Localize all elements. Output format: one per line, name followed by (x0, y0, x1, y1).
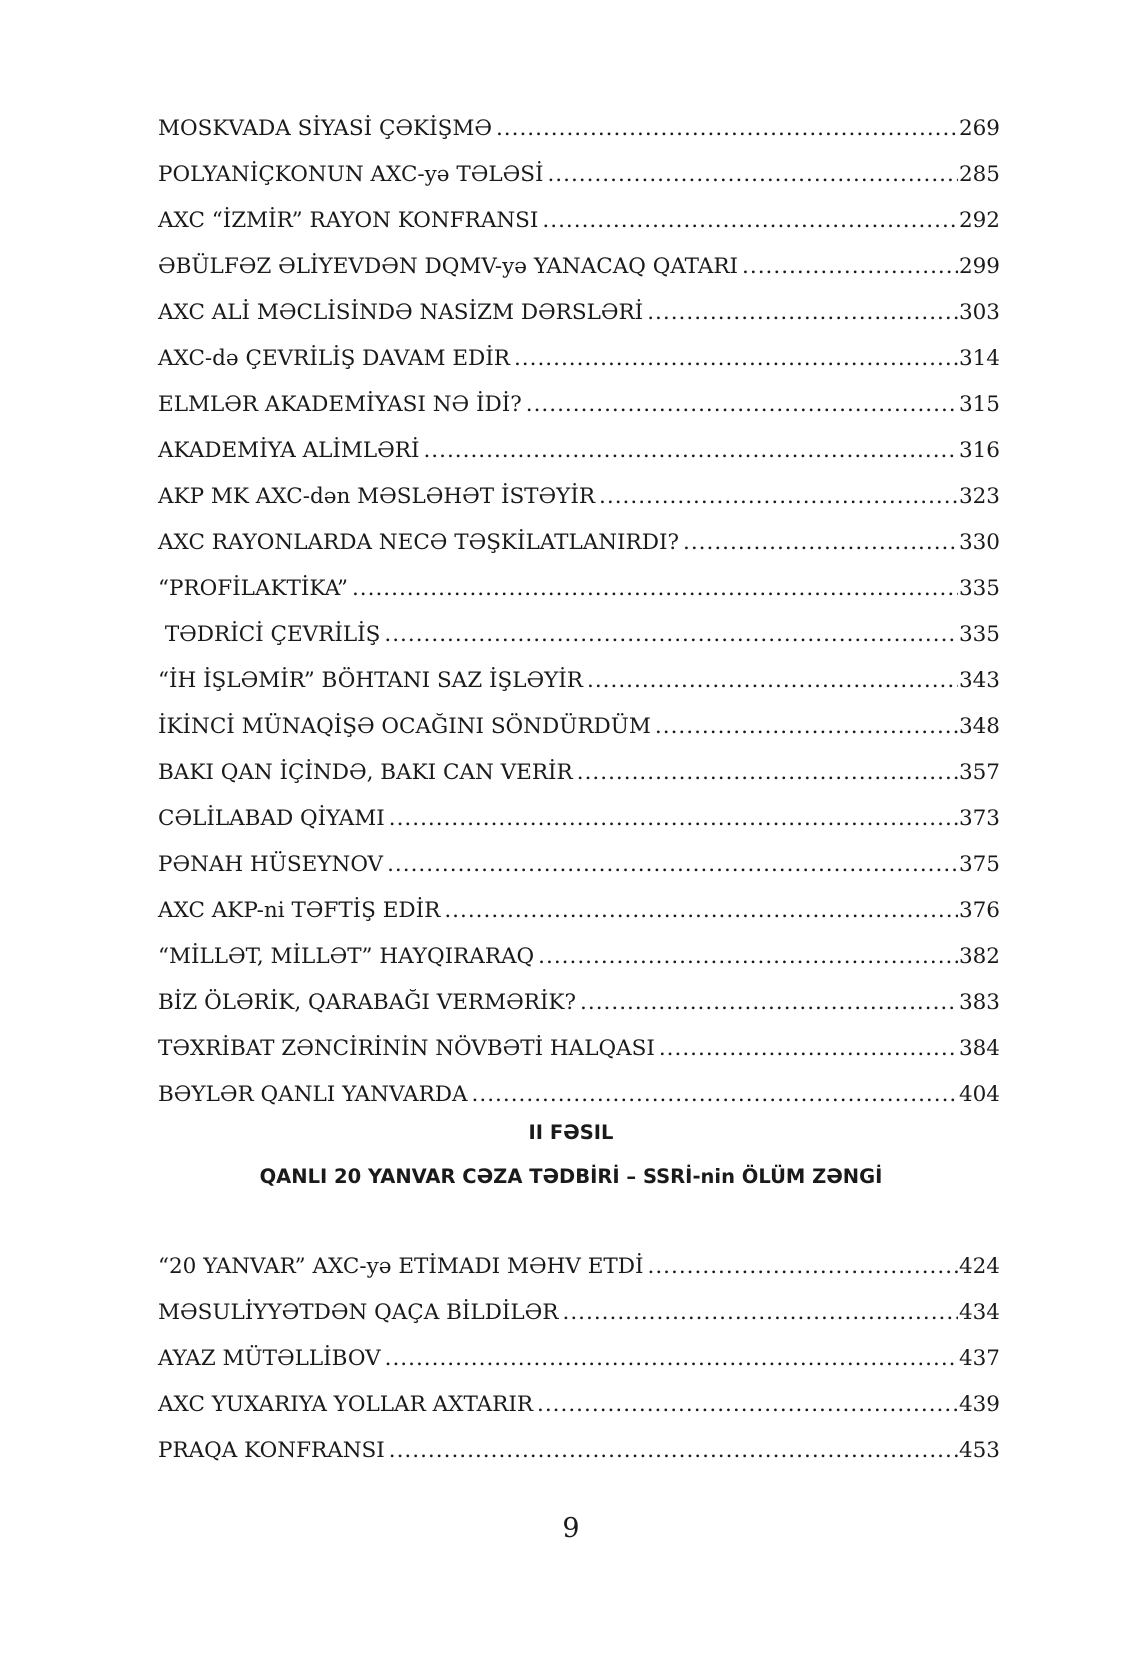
toc-entry-title: AXC RAYONLARDA NECƏ TƏŞKİLATLANIRDI? (158, 530, 679, 555)
dot-leader (496, 106, 958, 152)
toc-entry-page: 285 (958, 162, 1000, 187)
dot-leader (659, 1026, 958, 1072)
toc-entry-title: “MİLLƏT, MİLLƏT” HAYQIRARAQ (158, 944, 535, 969)
toc-entry (158, 1244, 1000, 1290)
toc-entry (158, 198, 1000, 244)
toc-entry-page: 303 (958, 300, 1000, 325)
toc-entry-title: BİZ ÖLƏRİK, QARABAĞI VERMƏRİK? (158, 990, 577, 1015)
toc-entry (158, 704, 1000, 750)
toc-entry-title: BAKI QAN İÇİNDƏ, BAKI CAN VERİR (158, 760, 573, 785)
toc-entry-page: 373 (958, 806, 1000, 831)
toc-entry-page: 335 (958, 622, 1000, 647)
toc-entry-title: AXC-də ÇEVRİLİŞ DAVAM EDİR (158, 346, 510, 371)
toc-entry-page: 383 (958, 990, 1000, 1015)
toc-entry (158, 888, 1000, 934)
toc-entry-title: AXC AKP-ni TƏFTİŞ EDİR (158, 898, 441, 923)
toc-entry-page: 376 (958, 898, 1000, 923)
dot-leader (562, 1290, 957, 1336)
toc-entry-page: 335 (958, 576, 1000, 601)
chapter-number: II FƏSIL (528, 1121, 614, 1144)
toc-entry (158, 1336, 1000, 1382)
dot-leader (389, 796, 958, 842)
toc-entry (158, 106, 1000, 152)
toc-entry-page: 434 (958, 1300, 1000, 1325)
dot-leader (389, 1428, 958, 1474)
toc-entry (158, 1382, 1000, 1428)
toc-entry-page: 348 (958, 714, 1000, 739)
toc-entry-page: 323 (958, 484, 1000, 509)
toc-entry-title: “20 YANVAR” AXC-yə ETİMADI MƏHV ETDİ (158, 1254, 644, 1279)
toc-entry (158, 934, 1000, 980)
toc-entry (158, 244, 1000, 290)
toc-entry-page: 299 (958, 254, 1000, 279)
toc-entry (158, 1026, 1000, 1072)
dot-leader (599, 474, 958, 520)
toc-entry-title: CƏLİLABAD QİYAMI (158, 806, 385, 831)
toc-entry (158, 428, 1000, 474)
toc-entry-page: 269 (958, 116, 1000, 141)
toc-entry-page: 330 (958, 530, 1000, 555)
toc-entry-title: AXC YUXARIYA YOLLAR AXTARIR (158, 1392, 534, 1417)
toc-entry-title: “İH İŞLƏMİR” BÖHTANI SAZ İŞLƏYİR (158, 668, 583, 693)
toc-entry-title: BƏYLƏR QANLI YANVARDA (158, 1082, 468, 1107)
dot-leader (683, 520, 958, 566)
dot-leader (352, 566, 958, 612)
toc-entry (158, 1290, 1000, 1336)
dot-leader (472, 1072, 958, 1118)
toc-entry-page: 343 (958, 668, 1000, 693)
toc-entry-page: 315 (958, 392, 1000, 417)
toc-entry-page: 404 (958, 1082, 1000, 1107)
toc-entry-page: 314 (958, 346, 1000, 371)
toc-entry (158, 796, 1000, 842)
dot-leader (514, 336, 958, 382)
page-number: 9 (562, 1513, 580, 1544)
toc-entry-title: PRAQA KONFRANSI (158, 1438, 385, 1463)
dot-leader (444, 888, 958, 934)
toc-entry-title: AXC “İZMİR” RAYON KONFRANSI (158, 208, 539, 233)
toc-entry-page: 357 (958, 760, 1000, 785)
dot-leader (647, 290, 958, 336)
toc-entry (158, 612, 1000, 658)
toc-entry-page: 375 (958, 852, 1000, 877)
toc-entry-title: AKP MK AXC-dən MƏSLƏHƏT İSTƏYİR (158, 484, 596, 509)
toc-entry (158, 980, 1000, 1026)
toc-entry (158, 566, 1000, 612)
toc-entry-title: AKADEMİYA ALİMLƏRİ (158, 438, 420, 463)
toc-entry-page: 384 (958, 1036, 1000, 1061)
toc-entry-title: “PROFİLAKTİKA” (158, 576, 348, 601)
toc-entry (158, 152, 1000, 198)
toc-entry (158, 474, 1000, 520)
toc-entry-page: 453 (958, 1438, 1000, 1463)
dot-leader (538, 934, 958, 980)
dot-leader (542, 198, 958, 244)
toc-entry-page: 382 (958, 944, 1000, 969)
toc-entry-title: ELMLƏR AKADEMİYASI NƏ İDİ? (158, 392, 522, 417)
toc-entry (158, 750, 1000, 796)
dot-leader (537, 1382, 958, 1428)
dot-leader (387, 842, 958, 888)
toc-entry-title: PƏNAH HÜSEYNOV (158, 852, 384, 877)
toc-entry-page: 424 (958, 1254, 1000, 1279)
toc-entry-page: 439 (958, 1392, 1000, 1417)
dot-leader (526, 382, 958, 428)
dot-leader (742, 244, 958, 290)
toc-entry (158, 1428, 1000, 1474)
dot-leader (648, 1244, 958, 1290)
dot-leader (385, 1336, 958, 1382)
toc-entry (158, 842, 1000, 888)
toc-list-part1 (158, 106, 1000, 1118)
dot-leader (423, 428, 957, 474)
toc-entry (158, 1072, 1000, 1118)
toc-entry-page: 292 (958, 208, 1000, 233)
toc-entry (158, 290, 1000, 336)
toc-entry-title: ƏBÜLFƏZ ƏLİYEVDƏN DQMV-yə YANACAQ QATARI (158, 254, 739, 279)
dot-leader (580, 980, 958, 1026)
toc-list-part2 (158, 1244, 1000, 1474)
toc-entry-title: POLYANİÇKONUN AXC-yə TƏLƏSİ (158, 162, 544, 187)
dot-leader (384, 612, 958, 658)
toc-entry (158, 336, 1000, 382)
toc-entry-title: AYAZ MÜTƏLLİBOV (158, 1346, 381, 1371)
toc-entry-title: MOSKVADA SİYASİ ÇƏKİŞMƏ (158, 116, 492, 141)
toc-entry (158, 382, 1000, 428)
toc-entry-title: TƏDRİCİ ÇEVRİLİŞ (158, 622, 381, 647)
toc-entry-title: MƏSULİYYƏTDƏN QAÇA BİLDİLƏR (158, 1300, 559, 1325)
dot-leader (655, 704, 958, 750)
toc-entry-title: TƏXRİBAT ZƏNCİRİNİN NÖVBƏTİ HALQASI (158, 1036, 655, 1061)
toc-entry-title: AXC ALİ MƏCLİSİNDƏ NASİZM DƏRSLƏRİ (158, 300, 644, 325)
dot-leader (577, 750, 958, 796)
toc-entry (158, 520, 1000, 566)
dot-leader (547, 152, 957, 198)
toc-entry (158, 658, 1000, 704)
toc-entry-page: 316 (958, 438, 1000, 463)
toc-entry-page: 437 (958, 1346, 1000, 1371)
toc-entry-title: İKİNCİ MÜNAQİŞƏ OCAĞINI SÖNDÜRDÜM (158, 714, 651, 739)
dot-leader (587, 658, 958, 704)
chapter-title: QANLI 20 YANVAR CƏZA TƏDBİRİ – SSRİ-nin ÖLÜM ZƏNGİ (259, 1165, 883, 1188)
